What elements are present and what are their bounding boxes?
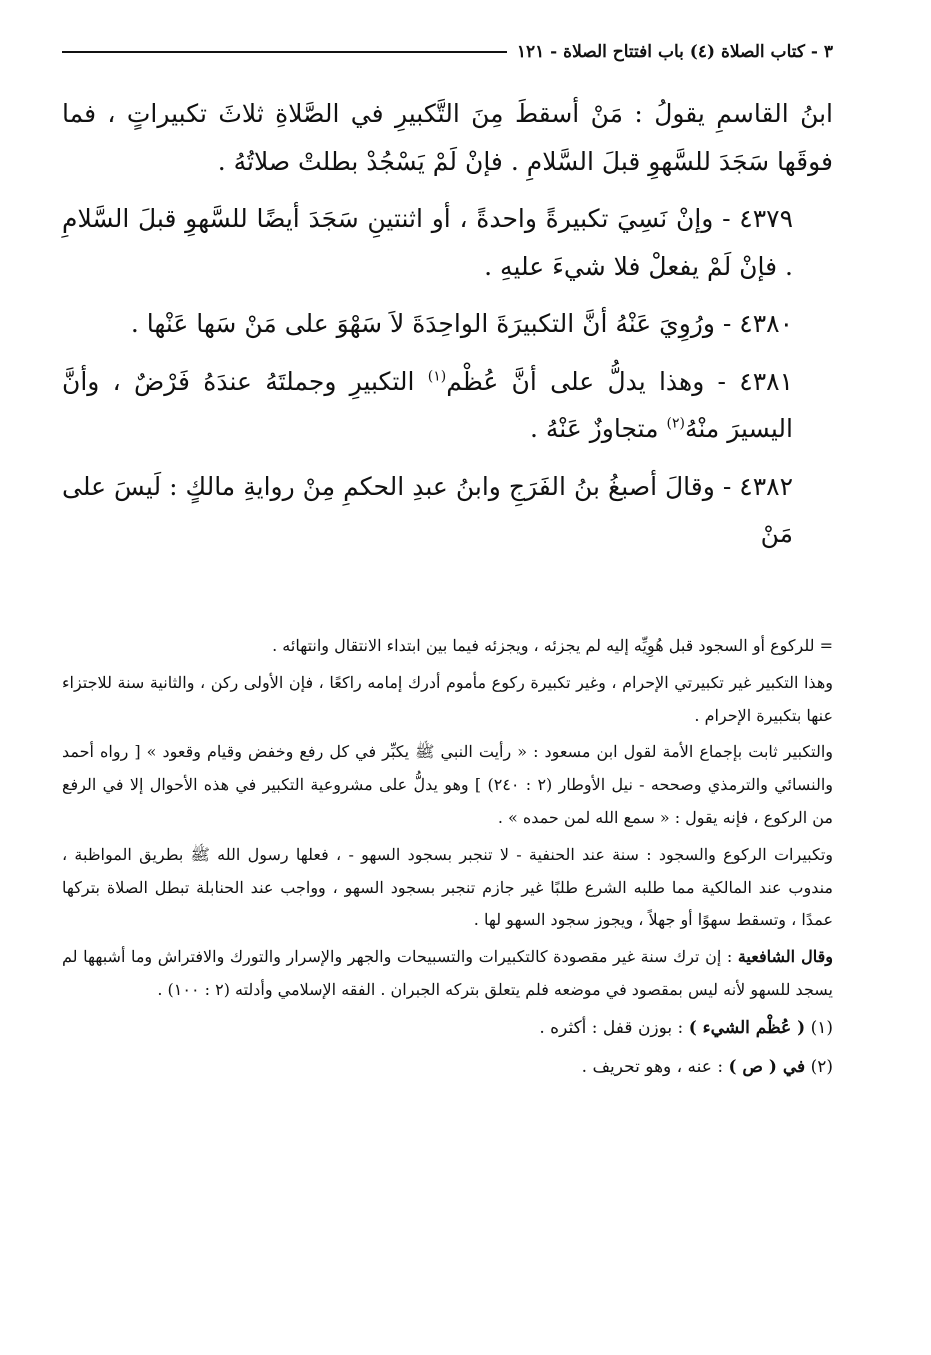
- note-2-number: (٢): [810, 1056, 833, 1077]
- paragraph-intro: ابنُ القاسمِ يقولُ : مَنْ أسقطَ مِنَ التَّكبيرِ في الصَّلاةِ ثلاثَ تكبيراتٍ ، فما فوقَها سَجَدَ للسَّهوِ قبلَ السَّلامِ . فإنْ لَمْ يَسْجُدْ بطلتْ صلاتُهُ .: [62, 99, 833, 176]
- paragraph-4381-part-2: التكبيرِ وجملتَهُ عندَهُ فَرْضٌ ، وأنَّ اليسيرَ منْهُ: [62, 366, 793, 443]
- footnote-shafii: [62, 941, 833, 1007]
- main-text: [62, 90, 833, 568]
- footnote-shafii-text: : إن ترك سنة غير مقصودة كالتكبيرات والتسبيحات والجهر والإسرار والتورك والافتراش وما أشبهها لم يسجد للسهو لأنه ليس بمقصود في موضعه فلم يتعلق بتركه الجبران . الفقه الإسلامي وأدلته (٢ : ١٠٠) .: [62, 947, 833, 999]
- note-2-term: في ( ص ): [728, 1056, 806, 1077]
- footnote-takbir-rulings: وتكبيرات الركوع والسجود : سنة عند الحنفية - لا تنجبر بسجود السهو - ، فعلها رسول الله ﷺ بطريق المواظبة ، مندوب عند المالكية مما طلبه الشرع طلبًا غير جازم تنجبر بسجود السهو ، وواجب عند الحنابلة تبطل الصلاة بتركها عمدًا ، وتسقط سهوًا أو جهلاً ، ويجوز سجود السهو لها .: [62, 844, 833, 930]
- paragraph-4381: [62, 358, 833, 453]
- paragraph-4381-part-3: متجاوزٌ عَنْهُ .: [529, 414, 667, 443]
- paragraph-4380: ٤٣٨٠ - ورُوِيَ عَنْهُ أنَّ التكبيرَةَ الواحِدَةَ لاَ سَهْوَ على مَنْ سَها عَنْها .: [130, 309, 793, 338]
- paragraph-4382: ٤٣٨٢ - وقالَ أصبغُ بنُ الفَرَجِ وابنُ عبدِ الحكمِ مِنْ روايةِ مالكٍ : لَيسَ على مَنْ: [62, 471, 793, 548]
- paragraph-4381-part-1: ٤٣٨١ - وهذا يدلُّ على أنَّ عُظْم: [446, 366, 793, 396]
- footnote-continuation: = للركوع أو السجود قبل هُوِيِّه إليه لم يجزئه ، ويجزئه فيما بين ابتداء الانتقال وانتهائه .: [272, 636, 833, 655]
- note-1-term: ( عُظْم الشيء ): [688, 1017, 806, 1038]
- footnotes: [62, 630, 833, 1088]
- note-1-number: (١): [810, 1017, 833, 1038]
- paragraph-4379: ٤٣٧٩ - وإنْ نَسِيَ تكبيرةً واحدةً ، أو اثنتينِ سَجَدَ أيضًا للسَّهوِ قبلَ السَّلامِ . فإنْ لَمْ يفعلْ فلا شيءَ عليهِ .: [62, 204, 793, 281]
- note-1-text: : بوزن قفل : أكثره .: [539, 1017, 684, 1038]
- running-title: ٣ - كتاب الصلاة (٤) باب افتتاح الصلاة - ١٢١: [516, 42, 833, 62]
- footnote-shafii-label: وقال الشافعية: [737, 947, 834, 967]
- note-1: [62, 1011, 833, 1046]
- note-2-text: : عنه ، وهو تحريف .: [581, 1056, 724, 1077]
- footnote-ref-1[interactable]: (١): [427, 368, 447, 385]
- header-rule: [62, 51, 507, 53]
- note-2: [62, 1050, 833, 1085]
- page-header: [62, 42, 833, 62]
- footnote-notes: [62, 1011, 833, 1085]
- footnote-takbir-consensus: والتكبير ثابت بإجماع الأمة لقول ابن مسعود : « رأيت النبي ﷺ يكبِّر في كل رفع وخفض وقيام وقعود » [ رواه أحمد والنسائي والترمذي وصححه - نيل الأوطار (٢ : ٢٤٠) ] وهو يدلُّ على مشروعية التكبير في هذه الأحوال إلا في الرفع من الركوع ، فإنه يقول : « سمع الله لمن حمده » .: [62, 742, 834, 827]
- footnote-ref-2[interactable]: (٢): [666, 415, 685, 432]
- footnote-takbir-types: وهذا التكبير غير تكبيرتي الإحرام ، وغير تكبيرة ركوع مأموم أدرك إمامه راكعًا ، فإن الأولى ركن ، والثانية سنة للاجتزاء عنها بتكبيرة الإحرام .: [62, 672, 833, 725]
